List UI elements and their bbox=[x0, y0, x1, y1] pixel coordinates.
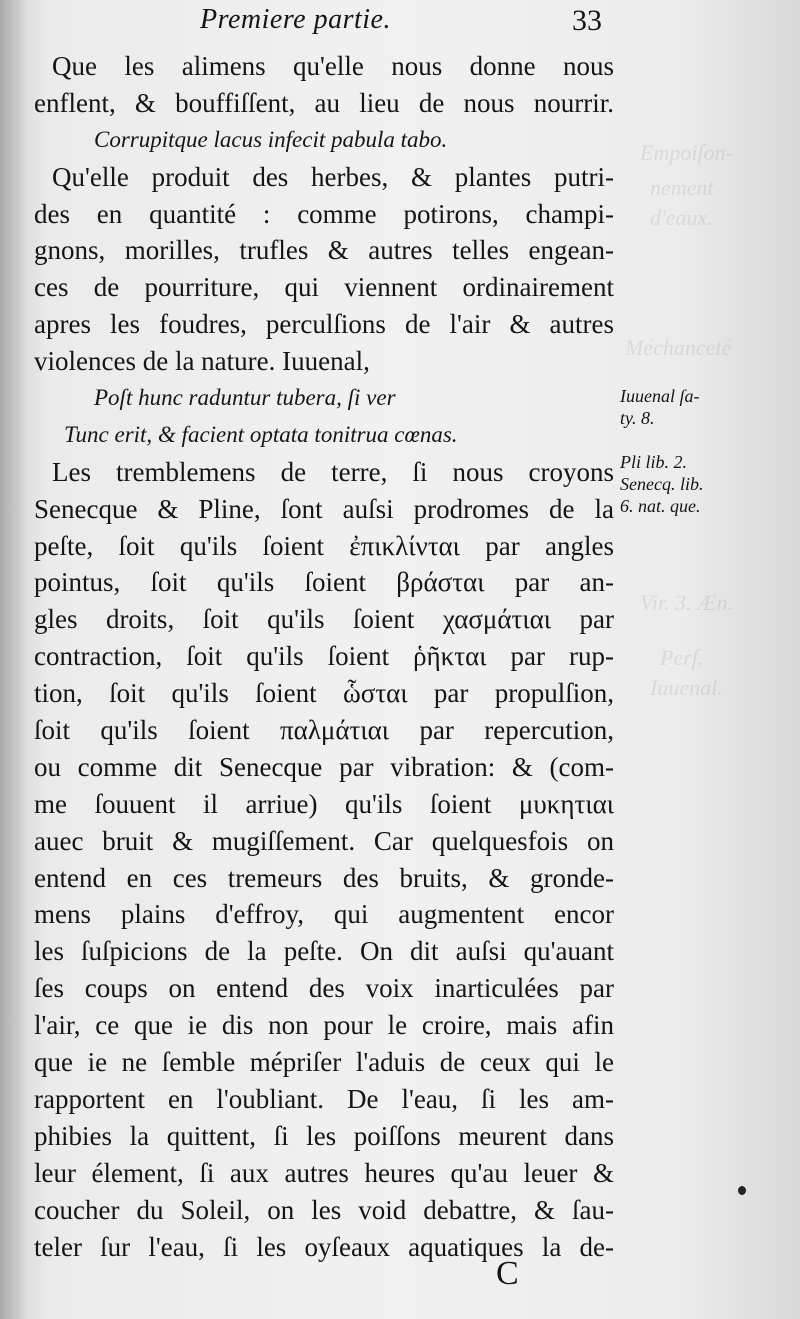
text-line: teler ſur l'eau, ſi les oyſeaux aquatiques la de- bbox=[34, 1231, 614, 1262]
bleed-through-text: Méchanceté bbox=[625, 335, 732, 360]
margin-note-line: Iuuenal ſa- bbox=[620, 386, 700, 406]
bleed-through-text: d'eaux. bbox=[650, 205, 713, 230]
latin-quotation: Corrupitque lacus infecit pabula tabo. bbox=[94, 126, 448, 152]
text-line: Senecque & Pline, ſont auſsi prodromes de la bbox=[34, 493, 614, 524]
ink-speck bbox=[738, 1186, 746, 1195]
signature-mark: C bbox=[496, 1255, 519, 1292]
text-line: coucher du Soleil, on les void debattre, & ſau- bbox=[34, 1194, 614, 1225]
text-line: des en quantité : comme potirons, champi- bbox=[34, 198, 614, 229]
latin-quotation: Tunc erit, & facient optata tonitrua cœnas. bbox=[64, 421, 458, 447]
bleed-through-text: Perſ. bbox=[660, 645, 704, 670]
text-line: pointus, ſoit qu'ils ſoient βράσται par an- bbox=[34, 567, 614, 598]
text-line: les ſuſpicions de la peſte. On dit auſsi qu'auant bbox=[34, 936, 614, 967]
text-line: rapportent en l'oubliant. De l'eau, ſi les am- bbox=[34, 1083, 614, 1114]
text-line: mens plains d'effroy, qui augmentent encor bbox=[34, 899, 614, 930]
text-line: Que les alimens qu'elle nous donne nous bbox=[52, 51, 614, 81]
text-line: phibies la quittent, ſi les poiſſons meurent dans bbox=[34, 1120, 614, 1151]
margin-note-line: ty. 8. bbox=[620, 408, 655, 428]
margin-note-juvenal bbox=[620, 385, 740, 429]
bleed-through-text: Empoiſon- bbox=[640, 140, 733, 165]
bleed-through-text: Iuuenal. bbox=[650, 675, 723, 700]
text-line: peſte, ſoit qu'ils ſoient ἐπικλίνται par angles bbox=[34, 530, 614, 561]
text-line: ſes coups on entend des voix inarticulées par bbox=[34, 973, 614, 1004]
margin-note-line: Senecq. lib. bbox=[620, 474, 704, 494]
text-line: violences de la nature. Iuuenal, bbox=[34, 346, 370, 377]
text-line: gles droits, ſoit qu'ils ſoient χασμάτιαι par bbox=[34, 604, 614, 635]
text-line: apres les foudres, perculſions de l'air & autres bbox=[34, 309, 614, 340]
body-text bbox=[34, 48, 614, 1265]
text-line: ces de pourriture, qui viennent ordinairement bbox=[34, 272, 614, 303]
page-header bbox=[0, 4, 800, 36]
gutter-shadow bbox=[0, 0, 28, 1319]
text-line: ou comme dit Senecque par vibration: & (com- bbox=[34, 751, 614, 782]
text-line: ſoit qu'ils ſoient παλμάτιαι par repercution, bbox=[34, 715, 614, 746]
text-line: leur élement, ſi aux autres heures qu'au leuer & bbox=[34, 1157, 614, 1188]
text-line: entend en ces tremeurs des bruits, & gronde- bbox=[34, 862, 614, 893]
latin-quotation: Poſt hunc raduntur tubera, ſi ver bbox=[94, 385, 396, 411]
margin-note-line: Pli lib. 2. bbox=[620, 452, 687, 472]
bleed-through-text: Vir. 3. Æn. bbox=[640, 590, 734, 615]
text-line: enflent, & bouffiſſent, au lieu de nous nourrir. bbox=[34, 87, 614, 118]
text-line: Les tremblemens de terre, ſi nous croyons bbox=[52, 456, 614, 487]
margin-note-line: 6. nat. que. bbox=[620, 496, 701, 516]
text-line: me ſouuent il arriue) qu'ils ſoient μυκητιαι bbox=[34, 788, 614, 819]
text-line: contraction, ſoit qu'ils ſoient ῥῆκται par rup- bbox=[34, 641, 614, 672]
margin-note-pliny-seneca bbox=[620, 451, 740, 517]
text-line: Qu'elle produit des herbes, & plantes putri- bbox=[52, 161, 614, 192]
bleed-through-text: nement bbox=[650, 175, 714, 200]
text-line: tion, ſoit qu'ils ſoient ὧσται par propulſion, bbox=[34, 678, 614, 709]
page-number: 33 bbox=[572, 4, 602, 37]
text-line: auec bruit & mugiſſement. Car quelquesfois on bbox=[34, 825, 614, 856]
text-line: que ie ne ſemble mépriſer l'aduis de ceux qui le bbox=[34, 1047, 614, 1078]
running-title: Premiere partie. bbox=[200, 4, 391, 35]
margin-notes bbox=[620, 385, 740, 539]
text-line: gnons, morilles, trufles & autres telles engean- bbox=[34, 235, 614, 266]
text-line: l'air, ce que ie dis non pour le croire, mais afin bbox=[34, 1010, 614, 1041]
